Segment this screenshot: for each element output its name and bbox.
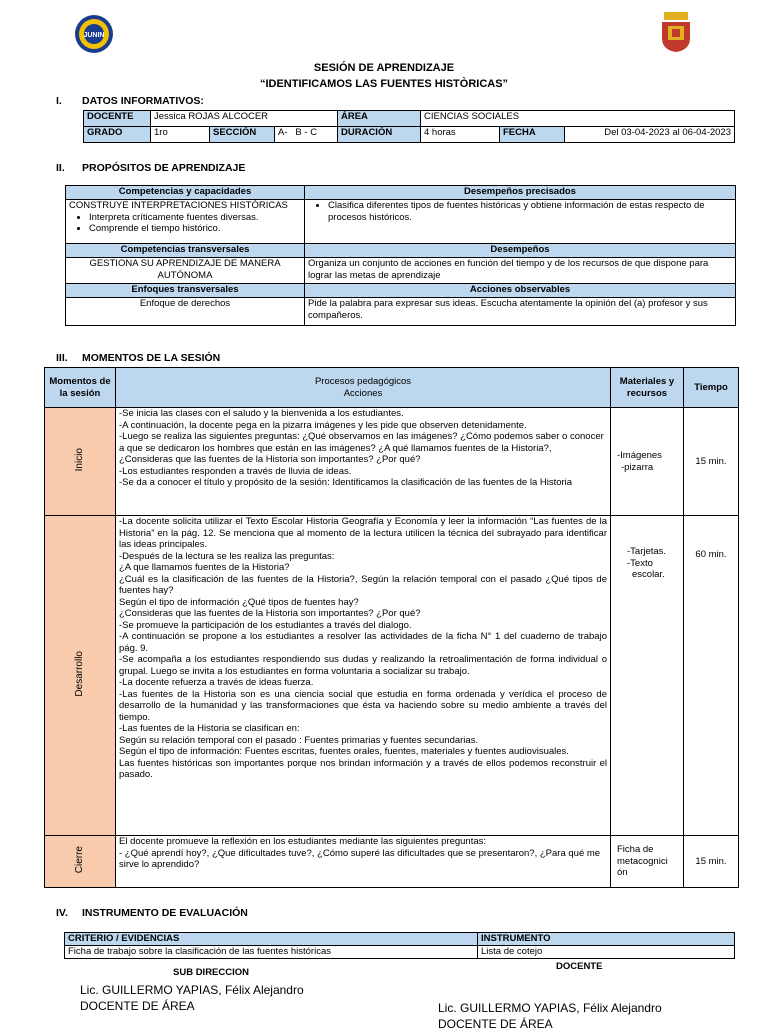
- section-3-title: MOMENTOS DE LA SESIÓN: [82, 352, 221, 364]
- desarrollo-line: -La docente refuerza a través de ideas fuerza.: [119, 677, 314, 688]
- inicio-material-item: -pizarra: [621, 461, 654, 473]
- header-momentos: Momentos de la sesión: [45, 368, 116, 408]
- seccion-value: A- B - C: [275, 127, 338, 143]
- cierre-materials: [611, 836, 684, 888]
- inicio-label: Inicio: [74, 448, 86, 472]
- desempenos-cell: [305, 200, 736, 244]
- desarrollo-line: -La docente solicita utilizar el Texto Escolar Historia Geografía y Economía y leer la información “Las fuentes de la Historia” en la pág. 12. Se menciona que al momento de la lectura utilicen la técnica del subrayado para identificar las ideas principales.: [119, 516, 607, 550]
- seccion-label: SECCIÓN: [210, 127, 275, 143]
- capacidad-item: • Comprende el tiempo histórico.: [89, 223, 301, 235]
- desarrollo-line: -Después de la lectura se les realiza las preguntas:: [119, 550, 335, 562]
- momentos-table: [44, 367, 739, 888]
- fecha-label: FECHA: [500, 127, 565, 143]
- inicio-line: -Los estudiantes responden a través de lluvia de ideas.: [119, 465, 352, 477]
- desarrollo-line: -Se promueve la participación de los estudiantes a través del dialogo.: [119, 619, 412, 631]
- area-value: CIENCIAS SOCIALES: [421, 111, 735, 127]
- section-4-number: IV.: [56, 907, 68, 919]
- header-enfoques: Enfoques transversales: [66, 284, 305, 298]
- competencias-cell: [66, 200, 305, 244]
- duracion-value: 4 horas: [421, 127, 500, 143]
- cierre-actions: [116, 836, 611, 888]
- school-logo-left: [74, 14, 114, 54]
- desarrollo-line: Según su relación temporal con el pasado : Fuentes primarias y fuentes secundarias.: [119, 734, 479, 746]
- header-materiales: Materiales y recursos: [611, 368, 684, 408]
- datos-table: [83, 110, 735, 143]
- capacidad-item: • Interpreta críticamente fuentes diversas.: [89, 212, 301, 224]
- title-line-2: “IDENTIFICAMOS LAS FUENTES HISTÒRICAS”: [259, 78, 509, 90]
- criterio-value: Ficha de trabajo sobre la clasificación de las fuentes históricas: [65, 946, 478, 959]
- left-signature-name: Lic. GUILLERMO YAPIAS, Félix Alejandro: [80, 983, 304, 997]
- desarrollo-material-item: -Tarjetas.: [627, 546, 667, 557]
- competencia-transversal: GESTIONA SU APRENDIZAJE DE MANERA AUTÓNOMA: [66, 258, 305, 284]
- header-desempenos: Desempeños: [305, 244, 736, 258]
- cierre-label: Cierre: [74, 846, 86, 874]
- moment-desarrollo: [45, 516, 116, 836]
- sub-direccion-label: SUB DIRECCION: [173, 967, 250, 978]
- right-signature-name: Lic. GUILLERMO YAPIAS, Félix Alejandro: [438, 1001, 662, 1015]
- school-crest-right: [656, 10, 696, 54]
- desarrollo-material-item: escolar.: [632, 569, 665, 580]
- header-procesos-label: Procesos pedagógicos: [314, 376, 412, 387]
- left-signature-block: [80, 982, 304, 1014]
- cierre-material-item: ón: [617, 867, 628, 879]
- header-competencias: Competencias y capacidades: [66, 186, 305, 200]
- inicio-line: -A continuación, la docente pega en la pizarra imágenes y les pide que observen detenidamente.: [119, 419, 527, 431]
- grado-label: GRADO: [84, 127, 151, 143]
- section-4-title: INSTRUMENTO DE EVALUACIÓN: [82, 907, 248, 919]
- inicio-line: -Se da a conocer el título y propósito de la sesión: Identificamos la clasificación de las fuentes de la Historia: [119, 477, 573, 488]
- desempeno-transversal: Organiza un conjunto de acciones en función del tiempo y de los recursos de que dispone para lograr las metas de aprendizaje: [305, 258, 736, 284]
- area-label: ÁREA: [338, 111, 421, 127]
- section-2-title: PROPÓSITOS DE APRENDIZAJE: [82, 162, 246, 174]
- section-2-number: II.: [56, 162, 65, 174]
- grado-value: 1ro: [151, 127, 210, 143]
- competencia-title: CONSTRUYE INTERPRETACIONES HISTÓRICAS: [69, 200, 288, 211]
- cierre-line: El docente promueve la reflexión en los estudiantes mediante las siguientes preguntas:: [119, 836, 487, 847]
- header-tiempo: Tiempo: [684, 368, 739, 408]
- header-competencias-transversales: Competencias transversales: [66, 244, 305, 258]
- header-acciones-label: Acciones: [343, 387, 383, 399]
- header-procesos: [116, 368, 611, 408]
- fecha-value: Del 03-04-2023 al 06-04-2023: [565, 127, 735, 143]
- moment-cierre: [45, 836, 116, 888]
- desarrollo-time: 60 min.: [684, 516, 739, 836]
- section-1-title: DATOS INFORMATIVOS:: [82, 95, 204, 107]
- cierre-line: - ¿Qué aprendí hoy?, ¿Que dificultades tuve?, ¿Cómo superé las dificultades que se presentaron?, ¿Para qué me sirve lo aprendido?: [119, 847, 601, 870]
- instrumento-value: Lista de cotejo: [478, 946, 735, 959]
- right-signature-title: DOCENTE DE ÁREA: [438, 1017, 553, 1031]
- header-instrumento: INSTRUMENTO: [478, 933, 735, 946]
- inicio-actions: [116, 408, 611, 516]
- document-title: [0, 60, 768, 92]
- desempeno-item: • Clasifica diferentes tipos de fuentes históricas y obtiene información de estas respecto de procesos históricos.: [328, 200, 732, 223]
- duracion-label: DURACIÓN: [338, 127, 421, 143]
- desarrollo-label: Desarrollo: [74, 650, 86, 697]
- docente-label: DOCENTE: [84, 111, 151, 127]
- section-3-number: III.: [56, 352, 68, 364]
- desarrollo-material-item: -Texto: [627, 557, 653, 569]
- inicio-materials: [611, 408, 684, 516]
- desarrollo-line: -A continuación se propone a los estudiantes a resolver las actividades de la ficha N° 1 del cuaderno de trabajo pág. 9.: [119, 631, 607, 654]
- left-signature-title: DOCENTE DE ÁREA: [80, 999, 195, 1013]
- right-signature-block: [438, 1000, 662, 1032]
- header-acciones-observables: Acciones observables: [305, 284, 736, 298]
- desarrollo-actions: [116, 516, 611, 836]
- inicio-line: -Luego se realiza las siguientes preguntas: ¿Qué observamos en las imágenes? ¿Cómo podemos saber o conocer a que se dedicaron los hombres que están en las imágenes? ¿A qué llamamos fuentes de la Historia?, ¿Consideras que las fuentes de la Historia son importantes? ¿Por qué?: [119, 431, 604, 465]
- docente-value: Jessica ROJAS ALCOCER: [151, 111, 338, 127]
- desarrollo-line: -Se acompaña a los estudiantes respondiendo sus dudas y realizando la retroalimentación de forma individual o grupal. Luego se invita a los estudiantes en forma voluntaria a socializar su trabajo.: [119, 654, 607, 677]
- header-desempenos-precisados: Desempeños precisados: [305, 186, 736, 200]
- desarrollo-line: Según el tipo de información: Fuentes escritas, fuentes orales, fuentes, materiales y fuentes audiovisuales.: [119, 746, 569, 757]
- section-1-number: I.: [56, 95, 62, 107]
- accion-observable: Pide la palabra para expresar sus ideas. Escucha atentamente la opinión del (a) profesor y sus compañeros.: [305, 298, 736, 326]
- docente-signature-label: DOCENTE: [556, 961, 603, 972]
- propositos-table: [65, 185, 736, 326]
- moment-inicio: [45, 408, 116, 516]
- cierre-material-item: metacognici: [617, 855, 668, 867]
- desarrollo-line: Las fuentes históricas son importantes porque nos brindan información y a través de ellos podemos reconstruir el pasado.: [119, 757, 607, 780]
- header-criterio: CRITERIO / EVIDENCIAS: [65, 933, 478, 946]
- cierre-material-item: Ficha de: [617, 844, 654, 856]
- title-line-1: SESIÓN DE APRENDIZAJE: [313, 62, 455, 74]
- inicio-line: -Se inicia las clases con el saludo y la bienvenida a los estudiantes.: [119, 408, 404, 419]
- desarrollo-materials: [611, 516, 684, 836]
- cierre-time: 15 min.: [684, 836, 739, 888]
- desarrollo-line: -Las fuentes de la Historia son es una ciencia social que estudia en forma ordenada y verídica el proceso de desarrollo de la humanidad y las transformaciones que ésta va haciendo sobre su medio ambiente a través del tiempo.: [119, 688, 607, 723]
- desarrollo-line: ¿Consideras que las fuentes de la Historia son importantes? ¿Por qué?: [119, 608, 421, 619]
- instrumento-table: [64, 932, 735, 959]
- left-logo-text: JUNIN: [83, 32, 105, 39]
- desarrollo-line: -Las fuentes de la Historia se clasifican en:: [119, 723, 300, 734]
- enfoque-value: Enfoque de derechos: [66, 298, 305, 326]
- desarrollo-line: ¿Cuál es la clasificación de las fuentes de la Historia?, Según la relación temporal con el pasado ¿Qué tipos de fuentes hay?: [119, 573, 607, 596]
- desarrollo-line: Según el tipo de información ¿Qué tipos de fuentes hay?: [119, 596, 359, 608]
- desarrollo-line: ¿A que llamamos fuentes de la Historia?: [119, 562, 290, 573]
- inicio-material-item: -Imágenes: [617, 450, 662, 461]
- inicio-time: 15 min.: [684, 408, 739, 516]
